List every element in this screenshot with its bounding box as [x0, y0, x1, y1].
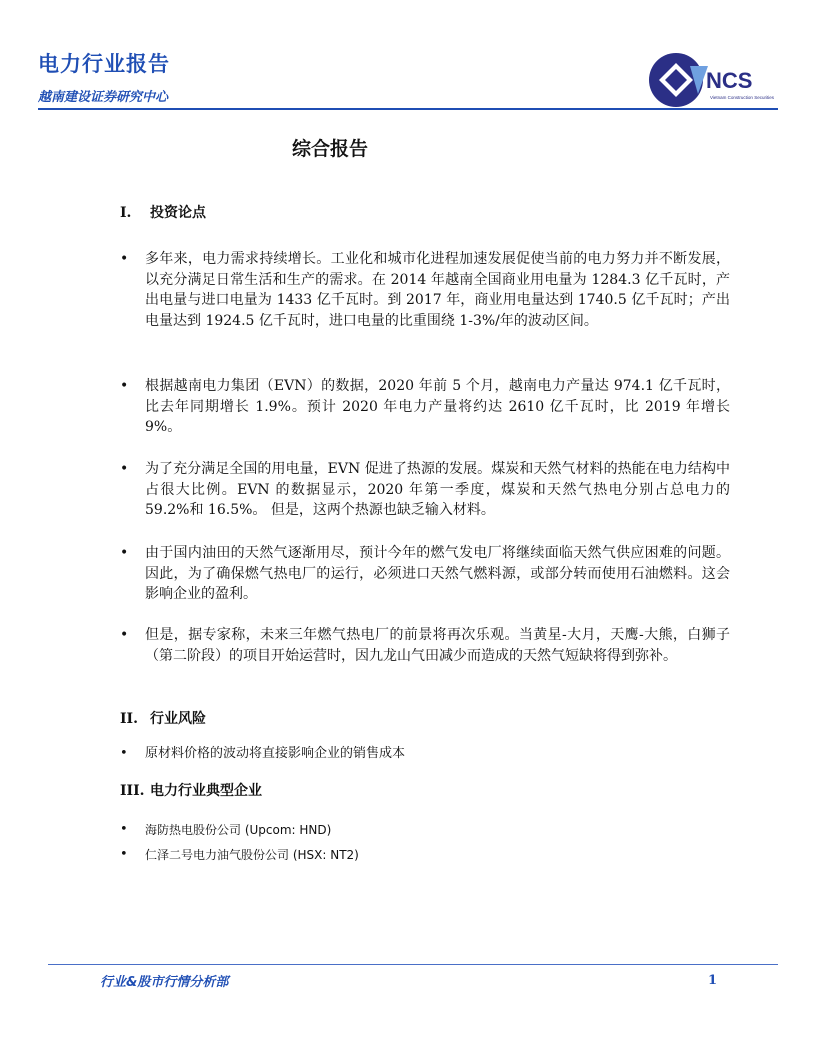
bullet-icon: • — [120, 461, 129, 477]
bullet-icon: • — [120, 822, 128, 837]
bullet-text: 多年来，电力需求持续增长。工业化和城市化进程加速发展促使当前的电力努力并不断发展，以充分满足日常生活和生产的需求。在 2014 年越南全国商业用电量为 1284.3 亿千瓦时，产出电量与进口电量为 1433 亿千瓦时。到 2017 年，商业用电量达到 1740.5 亿千瓦时；产出电量达到 1924.5 亿千瓦时，进口电量的比重围绕 1-3%/年的波动区间。 — [145, 251, 730, 329]
bullet-text: 为了充分满足全国的用电量，EVN 促进了热源的发展。煤炭和天然气材料的热能在电力结构中占很大比例。EVN 的数据显示，2020 年第一季度，煤炭和天然气热电分别占总电力的 59.2%和 16.5%。 但是，这两个热源也缺乏输入材料。 — [145, 461, 730, 518]
list-item — [120, 820, 730, 841]
footer-department: 行业&股市行情分析部 — [100, 975, 229, 990]
bullet-icon: • — [120, 545, 129, 561]
bullet-text: 海防热电股份公司 (Upcom: HND) — [145, 823, 332, 837]
section-heading-investment-thesis — [120, 202, 206, 222]
list-item — [120, 249, 730, 331]
list-item — [120, 845, 730, 866]
list-item — [120, 459, 730, 521]
bullet-icon: • — [120, 251, 129, 267]
report-category-title: 电力行业报告 — [38, 52, 170, 76]
section-title: 行业风险 — [150, 711, 206, 727]
list-item — [120, 543, 730, 605]
section-heading-industry-risk — [120, 708, 206, 728]
bullet-text: 但是，据专家称，未来三年燃气热电厂的前景将再次乐观。当黄星-大月，天鹰-大熊，白狮子（第二阶段）的项目开始运营时，因九龙山气田减少而造成的天然气短缺将得到弥补。 — [145, 627, 730, 664]
logo-wordmark: NCS — [706, 68, 753, 93]
section-heading-typical-companies — [120, 780, 262, 800]
bullet-text: 原材料价格的波动将直接影响企业的销售成本 — [145, 746, 406, 761]
section-number: III. — [120, 783, 145, 799]
bullet-text: 由于国内油田的天然气逐渐用尽，预计今年的燃气发电厂将继续面临天然气供应困难的问题。因此，为了确保燃气热电厂的运行，必须进口天然气燃料源，或部分转而使用石油燃料。这会影响企业的盈利。 — [145, 545, 730, 602]
header-divider — [38, 108, 778, 110]
vncs-logo — [646, 50, 786, 108]
logo-tagline: Vietnam Construction Securities — [710, 95, 774, 100]
section-title: 投资论点 — [150, 205, 206, 221]
section-number: I. — [120, 205, 132, 221]
bullet-text: 根据越南电力集团（EVN）的数据，2020 年前 5 个月，越南电力产量达 974.1 亿千瓦时，比去年同期增长 1.9%。预计 2020 年电力产量将约达 2610 亿千瓦时，比 2019 年增长 9%。 — [145, 378, 730, 435]
list-item — [120, 625, 730, 666]
bullet-icon: • — [120, 746, 128, 761]
list-item — [120, 744, 730, 765]
bullet-icon: • — [120, 378, 129, 394]
page-number: 1 — [708, 973, 718, 988]
section-number: II. — [120, 711, 138, 727]
bullet-icon: • — [120, 627, 129, 643]
footer-divider — [48, 964, 778, 965]
list-item — [120, 376, 730, 438]
section-title: 电力行业典型企业 — [150, 783, 262, 799]
research-center-name: 越南建设证券研究中心 — [38, 90, 169, 105]
document-title: 综合报告 — [291, 138, 368, 160]
bullet-text: 仁泽二号电力油气股份公司 (HSX: NT2) — [145, 848, 359, 862]
bullet-icon: • — [120, 847, 128, 862]
